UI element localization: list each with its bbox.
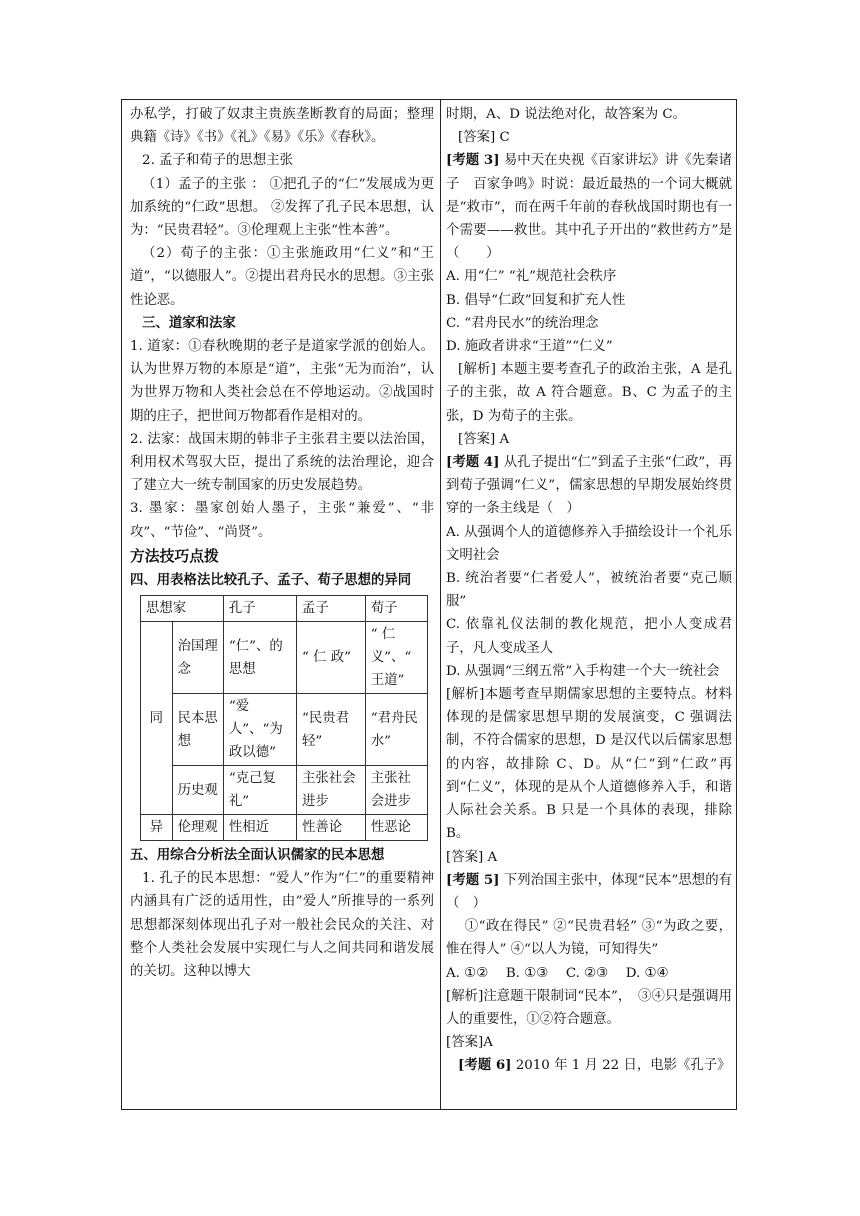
table-cell: 主张社会进步	[365, 766, 427, 815]
q4-option-a: A. 从强调个人的道德修养入手描绘设计一个礼乐文明社会	[446, 524, 732, 563]
table-cell: “君舟民水”	[365, 694, 427, 766]
q5-statements: ①“政在得民” ②“民贵君轻” ③“为政之要，惟在得人” ④“以人为镜，可知得失”	[446, 919, 732, 958]
table-cell: 性恶论	[365, 815, 427, 841]
tong-label: 同	[141, 622, 173, 815]
q5-answer: [答案]A	[446, 1035, 493, 1051]
q2-continuation: 时期，A、D 说法绝对化，故答案为 C。	[446, 107, 687, 122]
table-cell: 主张社会进步	[297, 766, 366, 815]
table-row-label: 历史观	[172, 766, 223, 815]
q5-question	[446, 869, 732, 915]
table-header-cell: 孔子	[223, 596, 296, 622]
q5-choices: A. ①② B. ①③ C. ②③ D. ①④	[446, 965, 669, 981]
methods-title: 方法技巧点拨	[130, 547, 219, 565]
q5-text: 下列治国主张中，体现“民本”思想的有（ ）	[446, 872, 732, 911]
table-header-cell: 荀子	[365, 596, 427, 622]
table-header-row	[141, 596, 428, 622]
table-row-label: 民本思想	[172, 694, 223, 766]
sub2-title: 2. 孟子和荀子的思想主张	[142, 153, 293, 169]
table-row-label: 治国理念	[172, 622, 223, 694]
q6-tag: [考题 6]	[458, 1057, 512, 1074]
table-row	[141, 622, 428, 694]
q3-analysis: [解析] 本题主要考查孔子的政治主张，A 是孔子的主张，故 A 符合题意。B、C 为孟子的主张，D 为荀子的主张。	[446, 362, 732, 424]
q4-text: 从孔子提出“仁”到孟子主张“仁政”，再到荀子强调“仁义”，儒家思想的早期发展始终贯穿的一条主线是（ ）	[446, 455, 732, 517]
q4-option-d: D. 从强调“三纲五常”入手构建一个大一统社会	[446, 663, 720, 679]
table-header-cell: 孟子	[297, 596, 366, 622]
q6-text: 2010 年 1 月 22 日，电影《孔子》	[511, 1058, 731, 1074]
q4-option-c: C. 依靠礼仪法制的教化规范，把小人变成君子，凡人变成圣人	[446, 617, 732, 656]
table-cell: “ 仁义”、“ 王道”	[365, 622, 427, 694]
table-row	[141, 815, 428, 841]
intro-paragraph: 办私学，打破了奴隶主贵族垄断教育的局面；整理典籍《诗》《书》《礼》《易》《乐》《春秋》。	[130, 107, 434, 146]
xunzi-paragraph: （2）荀子的主张：①主张施政用“仁义”和“王道”，“以德服人”。②提出君舟民水的思想。③主张性论恶。	[130, 246, 434, 308]
q3-option-a: A. 用“仁” “礼”规范社会秩序	[446, 269, 617, 285]
table-cell: “仁”、的思想	[223, 622, 296, 694]
section3-title: 三、道家和法家	[142, 314, 236, 331]
q6-question	[446, 1054, 732, 1077]
table-row-label: 伦理观	[172, 815, 223, 841]
table-cell: “民贵君轻”	[297, 694, 366, 766]
table-row	[141, 694, 428, 766]
table-row	[141, 766, 428, 815]
q3-text: 易中天在央视《百家讲坛》讲《先秦诸子 百家争鸣》时说：最近最热的一个词大概就是“救市”，而在两千年前的春秋战国时期也有一个需要——救世。其中孔子开出的“救世药方”是（ ）	[446, 153, 732, 262]
mojia-paragraph: 3. 墨家：墨家创始人墨子，主张“兼爱”、“非攻”、“节俭”、“尚贤”。	[130, 501, 434, 540]
q4-analysis: [解析]本题考查早期儒家思想的主要特点。材料体现的是儒家思想早期的发展演变，C 强调法制，不符合儒家的思想，D 是汉代以后儒家思想的内容，故排除 C、D。从“仁”到“仁政”再到“仁义”，体现的是从个人道德修养入手，和谐人际社会关系。B 只是一个具体的表现，排除 B。	[446, 687, 732, 842]
q4-tag: [考题 4]	[446, 454, 500, 471]
q3-question	[446, 149, 732, 265]
section5-title: 五、用综合分析法全面认识儒家的民本思想	[130, 847, 385, 864]
q3-tag: [考题 3]	[446, 152, 500, 169]
column-divider	[440, 99, 441, 1110]
comparison-table	[140, 595, 428, 841]
table-cell: 性相近	[223, 815, 296, 841]
table-cell: “ 仁 政”	[297, 622, 366, 694]
right-column	[446, 103, 732, 1107]
q3-option-b: B. 倡导“仁政”回复和扩充人性	[446, 292, 626, 308]
q5-analysis: [解析]注意题干限制词“民本”， ③④只是强调用人的重要性，①②符合题意。	[446, 988, 732, 1027]
table-header-cell: 思想家	[141, 596, 224, 622]
q5-tag: [考题 5]	[446, 871, 500, 888]
left-column	[130, 103, 434, 1107]
mengzi-paragraph: （1）孟子的主张 ： ①把孔子的“仁”发展成为更加系统的“仁政”思想。 ②发挥了孔子民本思想，认为：“民贵君轻”。③伦理观上主张“性本善”。	[130, 176, 434, 239]
table-cell: “爱人”、“为政以德”	[223, 694, 296, 766]
yi-label: 异	[141, 815, 173, 841]
q3-option-c: C. “君舟民水”的统治理念	[446, 315, 599, 331]
table-cell: “克己复礼”	[223, 766, 296, 815]
q4-answer: [答案] A	[446, 849, 498, 865]
q3-option-d: D. 施政者讲求“王道”“仁义”	[446, 339, 613, 355]
minben-paragraph: 1. 孔子的民本思想：“爱人”作为“仁”的重要精神内涵具有广泛的适用性，由”爱人”所推导的一系列思想都深刻体现出孔子对一般社会民众的关注、对整个人类社会发展中实现仁与人之间共同和谐发展的关切。这种以博大	[130, 871, 434, 980]
q4-option-b: B. 统治者要“仁者爱人”，被统治者要“克己顺服”	[446, 571, 732, 610]
fajia-paragraph: 2. 法家：战国末期的韩非子主张君主要以法治国，利用权术驾驭大臣，提出了系统的法治理论，迎合了建立大一统专制国家的历史发展趋势。	[130, 431, 434, 494]
table-cell: 性善论	[297, 815, 366, 841]
q3-answer: [答案] A	[458, 431, 510, 447]
daojia-paragraph: 1. 道家：①春秋晚期的老子是道家学派的创始人。认为世界万物的本原是“道”，主张“无为而治”，认为世界万物和人类社会总在不停地运动。②战国时期的庄子，把世间万物都看作是相对的。	[130, 339, 434, 424]
q2-answer: [答案] C	[458, 130, 510, 146]
q4-question	[446, 451, 732, 521]
section4-title: 四、用表格法比较孔子、孟子、荀子思想的异同	[130, 571, 412, 588]
